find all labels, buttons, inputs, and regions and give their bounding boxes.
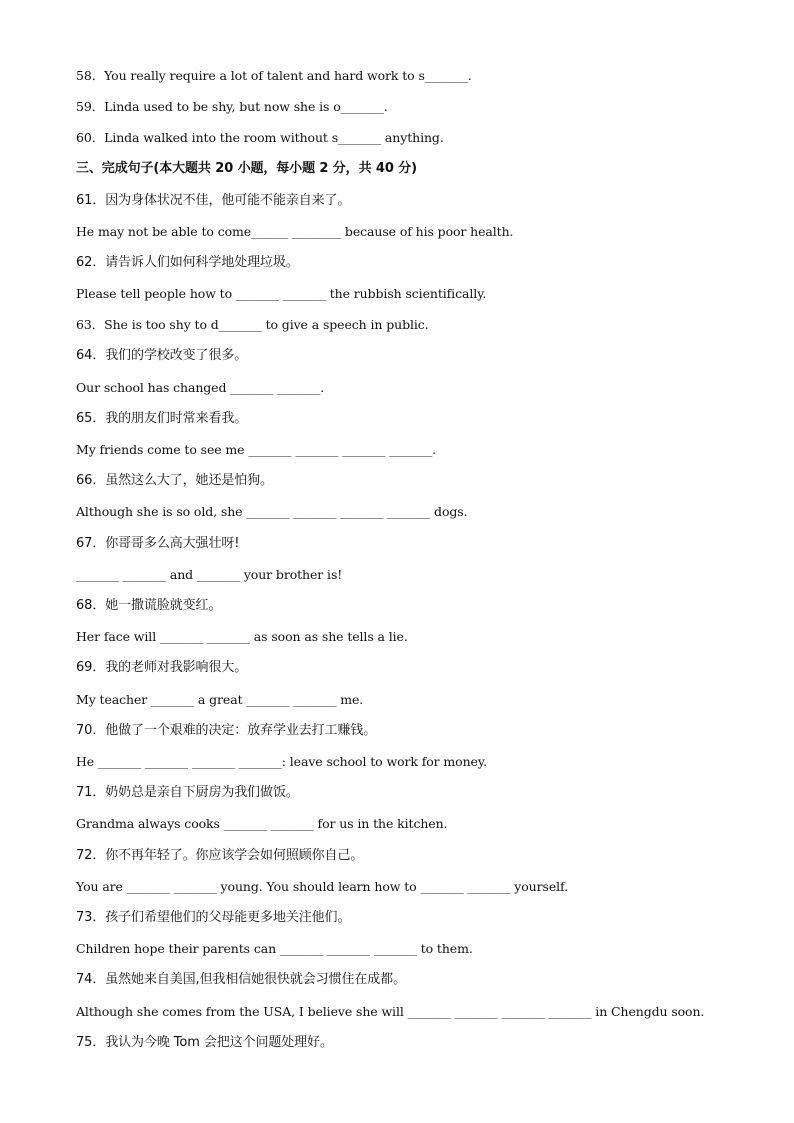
question-67-prompt: 67．你哥哥多么高大强壮呀! xyxy=(76,536,240,551)
question-64-sentence: Our school has changed _______ _______. xyxy=(76,380,325,395)
section-heading: 三、完成句子(本大题共 20 小题，每小题 2 分，共 40 分) xyxy=(76,161,417,176)
question-74-prompt: 74．虽然她来自美国,但我相信她很快就会习惯住在成都。 xyxy=(76,972,406,987)
question-66-sentence: Although she is so old, she _______ _______ _______ _______ dogs. xyxy=(76,504,468,519)
question-63: 63．She is too shy to d_______ to give a speech in public. xyxy=(76,317,429,332)
question-62-prompt: 62．请告诉人们如何科学地处理垃圾。 xyxy=(76,255,299,270)
question-72-sentence: You are _______ _______ young. You should learn how to _______ _______ yourself. xyxy=(76,879,568,894)
question-58: 58．You really require a lot of talent and hard work to s_______. xyxy=(76,68,472,83)
question-65-sentence: My friends come to see me _______ _______ _______ _______. xyxy=(76,442,437,457)
question-61-sentence: He may not be able to come______ ________ because of his poor health. xyxy=(76,224,514,239)
question-60: 60．Linda walked into the room without s_______ anything. xyxy=(76,130,444,145)
question-72-prompt: 72．你不再年轻了。你应该学会如何照顾你自己。 xyxy=(76,848,364,863)
question-73-prompt: 73．孩子们希望他们的父母能更多地关注他们。 xyxy=(76,910,351,925)
question-61-prompt: 61．因为身体状况不佳，他可能不能亲自来了。 xyxy=(76,193,351,208)
question-73-sentence: Children hope their parents can _______ _______ _______ to them. xyxy=(76,941,473,956)
question-71-sentence: Grandma always cooks _______ _______ for us in the kitchen. xyxy=(76,816,448,831)
question-74-sentence: Although she comes from the USA, I believe she will _______ _______ _______ _______ in Chengdu soon. xyxy=(76,1004,705,1019)
question-69-sentence: My teacher _______ a great _______ _______ me. xyxy=(76,692,364,707)
question-64-prompt: 64．我们的学校改变了很多。 xyxy=(76,348,248,363)
question-67-sentence: _______ _______ and _______ your brother is! xyxy=(76,567,343,582)
question-59: 59．Linda used to be shy, but now she is o_______. xyxy=(76,99,388,114)
question-68-sentence: Her face will _______ _______ as soon as she tells a lie. xyxy=(76,629,408,644)
question-75-prompt: 75．我认为今晚 Tom 会把这个问题处理好。 xyxy=(76,1035,333,1050)
question-70-sentence: He _______ _______ _______ _______: leave school to work for money. xyxy=(76,754,488,769)
question-65-prompt: 65．我的朋友们时常来看我。 xyxy=(76,411,248,426)
question-70-prompt: 70．他做了一个艰难的决定：放弃学业去打工赚钱。 xyxy=(76,723,377,738)
question-71-prompt: 71．奶奶总是亲自下厨房为我们做饭。 xyxy=(76,785,299,800)
question-66-prompt: 66．虽然这么大了，她还是怕狗。 xyxy=(76,473,273,488)
question-69-prompt: 69．我的老师对我影响很大。 xyxy=(76,660,248,675)
question-62-sentence: Please tell people how to _______ _______ the rubbish scientifically. xyxy=(76,286,487,301)
question-68-prompt: 68．她一撒谎脸就变红。 xyxy=(76,598,222,613)
